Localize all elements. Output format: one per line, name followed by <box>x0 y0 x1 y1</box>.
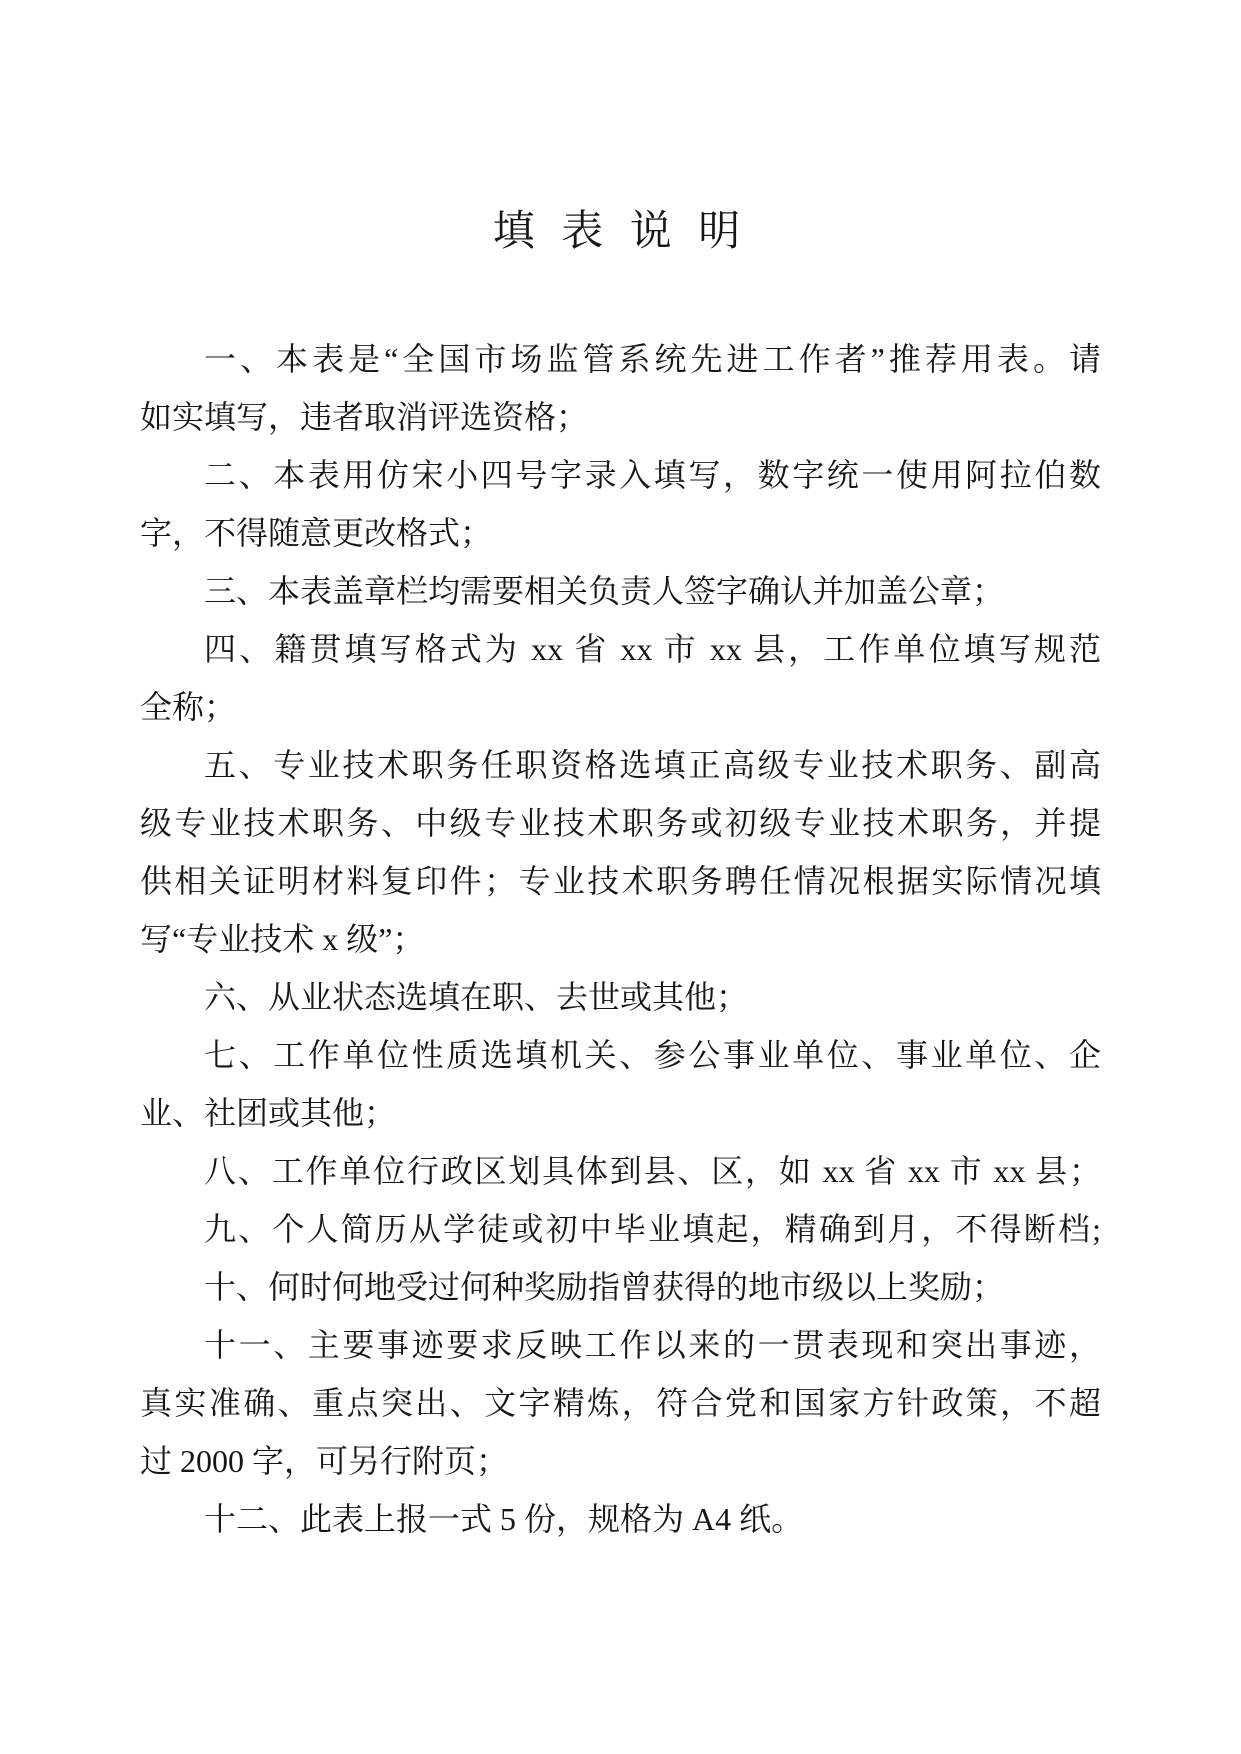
text-line: 级专业技术职务、中级专业技术职务或初级专业技术职务，并提 <box>140 805 1101 841</box>
paragraph <box>140 736 1101 968</box>
page-title: 填 表 说 明 <box>492 209 749 255</box>
text-line: 写“专业技术 x 级”； <box>140 921 425 957</box>
text-line: 六、从业状态选填在职、去世或其他； <box>204 979 749 1015</box>
paragraph <box>140 1490 1101 1548</box>
paragraph <box>140 1258 1101 1316</box>
text-line: 七、工作单位性质选填机关、参公事业单位、事业单位、企 <box>204 1037 1101 1073</box>
paragraph <box>140 968 1101 1026</box>
text-line: 真实准确、重点突出、文字精炼，符合党和国家方针政策，不超 <box>140 1385 1101 1421</box>
paragraph <box>140 620 1101 736</box>
text-line: 十二、此表上报一式 5 份，规格为 A4 纸。 <box>204 1501 804 1537</box>
paragraph <box>140 446 1101 562</box>
text-line: 如实填写，违者取消评选资格； <box>140 399 589 435</box>
text-line: 十、何时何地受过何种奖励指曾获得的地市级以上奖励； <box>204 1269 1005 1305</box>
text-line: 全称； <box>140 689 237 725</box>
text-line: 二、本表用仿宋小四号字录入填写，数字统一使用阿拉伯数 <box>204 457 1101 493</box>
paragraph <box>140 1142 1101 1200</box>
text-line: 过 2000 字，可另行附页； <box>140 1443 509 1479</box>
paragraph <box>140 1200 1101 1258</box>
page-content <box>140 0 1101 1548</box>
text-line: 九、个人简历从学徒或初中毕业填起，精确到月，不得断档; <box>204 1211 1101 1247</box>
text-line: 五、专业技术职务任职资格选填正高级专业技术职务、副高 <box>204 747 1101 783</box>
paragraphs <box>140 330 1101 1548</box>
paragraph <box>140 1316 1101 1490</box>
text-line: 业、社团或其他； <box>140 1095 397 1131</box>
text-line: 一、本表是“全国市场监管系统先进工作者”推荐用表。请 <box>204 341 1101 377</box>
paragraph <box>140 1026 1101 1142</box>
text-line: 四、籍贯填写格式为 xx 省 xx 市 xx 县，工作单位填写规范 <box>204 631 1101 667</box>
text-line: 供相关证明材料复印件；专业技术职务聘任情况根据实际情况填 <box>140 863 1101 899</box>
paragraph <box>140 562 1101 620</box>
text-line: 八、工作单位行政区划具体到县、区，如 xx 省 xx 市 xx 县； <box>204 1153 1101 1189</box>
text-line: 十一、主要事迹要求反映工作以来的一贯表现和突出事迹， <box>204 1327 1101 1363</box>
paragraph <box>140 330 1101 446</box>
text-line: 三、本表盖章栏均需要相关负责人签字确认并加盖公章； <box>204 573 1005 609</box>
text-line: 字，不得随意更改格式； <box>140 515 493 551</box>
